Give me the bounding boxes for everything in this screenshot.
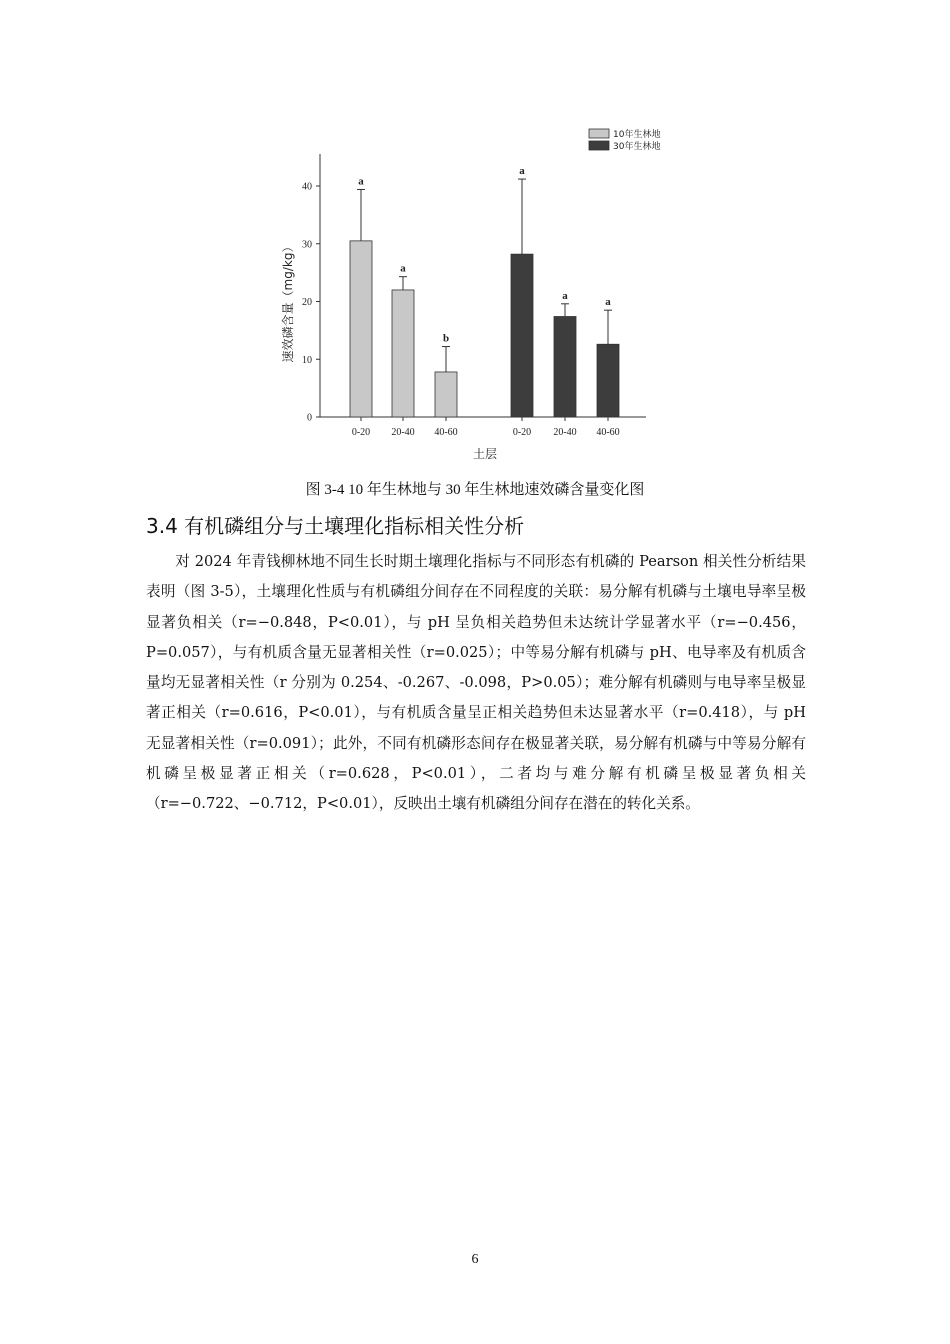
significance-label: a — [400, 262, 406, 275]
x-tick-label: 0-20 — [512, 427, 532, 438]
chart-svg — [240, 118, 712, 476]
significance-label: a — [519, 165, 525, 178]
x-tick-label: 20-40 — [553, 427, 577, 438]
bar — [597, 344, 619, 417]
legend-label: 10年生林地 — [613, 130, 661, 140]
y-tick-label: 0 — [307, 412, 312, 424]
bar-chart-figure — [240, 118, 712, 476]
bar — [392, 290, 414, 417]
bar — [511, 254, 533, 417]
legend-swatch — [589, 129, 609, 138]
significance-label: b — [442, 332, 450, 345]
x-tick-label: 40-60 — [434, 427, 458, 438]
x-tick-label: 0-20 — [351, 427, 371, 438]
x-axis-label: 土层 — [472, 447, 498, 461]
y-tick-label: 10 — [302, 354, 312, 366]
section-paragraph: 对 2024 年青钱柳林地不同生长时期土壤理化指标与不同形态有机磷的 Pearson 相关性分析结果表明（图 3-5），土壤理化性质与有机磷组分间存在不同程度的关联：易分解有机磷与土壤电导率呈极显著负相关（r=−0.848，P<0.01），与 pH 呈负相关趋势但未达统计学显著水平（r=−0.456，P=0.057），与有机质含量无显著相关性（r=0.025）；中等易分解有机磷与 pH、电导率及有机质含量均无显著相关性（r 分别为 0.254、-0.267、-0.098，P>0.05）；难分解有机磷则与电导率呈极显著正相关（r=0.616，P<0.01），与有机质含量呈正相关趋势但未达显著水平（r=0.418），与 pH 无显著相关性（r=0.091）；此外，不同有机磷形态间存在极显著关联，易分解有机磷与中等易分解有机磷呈极显著正相关（r=0.628，P<0.01），二者均与难分解有机磷呈极显著负相关（r=−0.722、−0.712，P<0.01），反映出土壤有机磷组分间存在潜在的转化关系。 — [146, 553, 806, 813]
x-tick-label: 40-60 — [596, 427, 620, 438]
y-tick-label: 30 — [302, 239, 312, 251]
section-heading: 3.4 有机磷组分与土壤理化指标相关性分析 — [146, 514, 525, 538]
significance-label: a — [605, 296, 611, 309]
significance-label: a — [562, 289, 568, 302]
bar — [435, 372, 457, 417]
bar — [554, 317, 576, 417]
y-tick-label: 20 — [302, 297, 312, 308]
y-tick-label: 40 — [302, 181, 312, 193]
bar — [350, 241, 372, 417]
y-axis-label: 速效磷含量（mg/kg） — [281, 240, 295, 363]
page-number: 6 — [471, 1252, 479, 1267]
x-tick-label: 20-40 — [391, 427, 415, 438]
figure-caption: 图 3-4 10 年生林地与 30 年生林地速效磷含量变化图 — [305, 482, 645, 498]
legend-swatch — [589, 141, 609, 150]
significance-label: a — [358, 175, 364, 188]
legend-label: 30年生林地 — [613, 142, 661, 152]
